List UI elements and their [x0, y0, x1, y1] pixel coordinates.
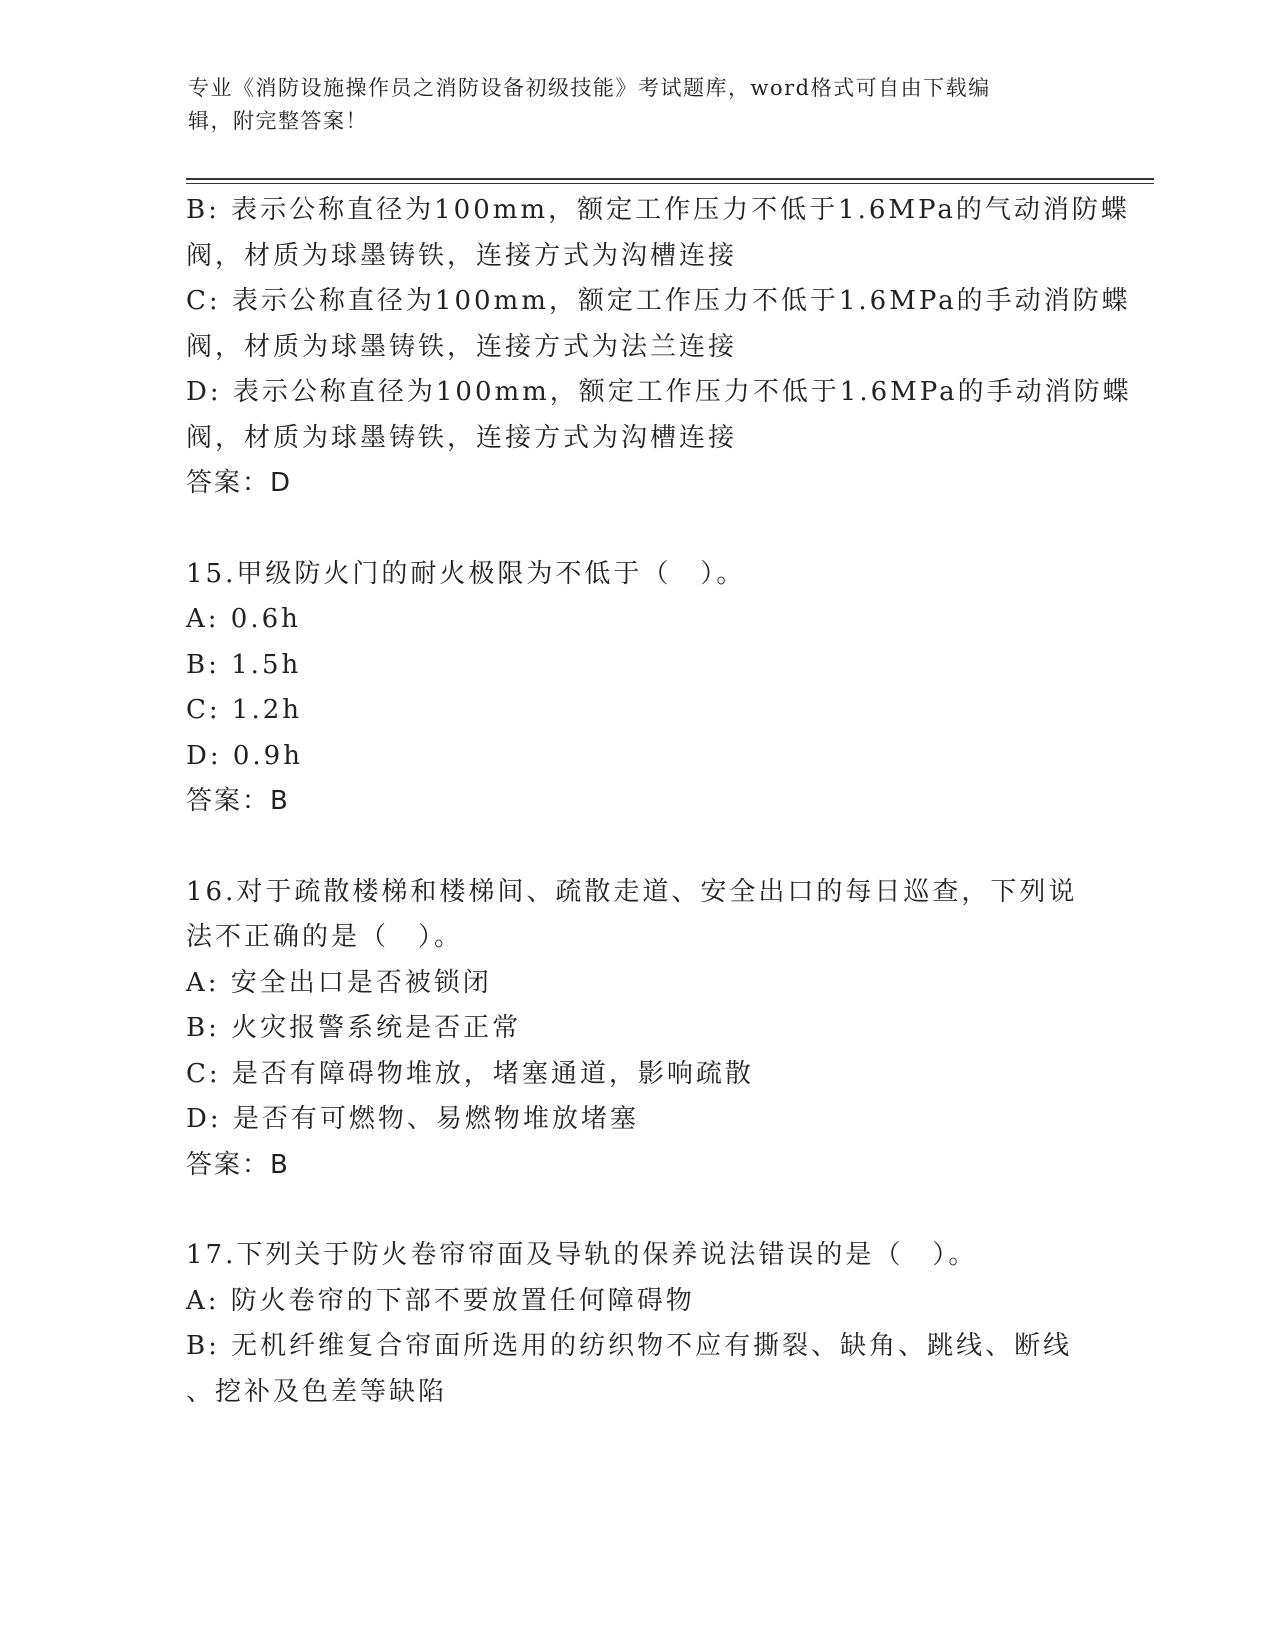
header-divider-thick: [186, 178, 1154, 180]
option-b-line-1: B: 无机纤维复合帘面所选用的纺织物不应有撕裂、缺角、跳线、断线: [186, 1331, 1073, 1361]
answer-16: 答案：B: [186, 1149, 290, 1180]
header-line-1: 专业《消防设施操作员之消防设备初级技能》考试题库，word格式可自由下载编: [188, 76, 991, 100]
option-c-line-2: 阀，材质为球墨铸铁，连接方式为法兰连接: [186, 331, 738, 362]
option-c: C: 1.2h: [186, 695, 303, 725]
option-d: D: 0.9h: [186, 740, 303, 771]
document-header: [188, 72, 1088, 138]
option-b-line-2: 阀，材质为球墨铸铁，连接方式为沟槽连接: [186, 240, 738, 271]
option-a: A: 安全出口是否被锁闭: [186, 967, 492, 998]
question-14-options: [186, 188, 1132, 507]
answer-14: 答案：D: [186, 468, 293, 498]
option-b-line-1: B: 表示公称直径为100mm，额定工作压力不低于1.6MPa的气动消防蝶: [186, 195, 1130, 225]
spacer: [186, 825, 1086, 870]
spacer: [186, 507, 1086, 552]
question-17-text: 17.下列关于防火卷帘帘面及导轨的保养说法错误的是（ ）。: [186, 1240, 978, 1270]
option-a: A: 防火卷帘的下部不要放置任何障碍物: [186, 1285, 695, 1316]
document-body: [186, 188, 1132, 1415]
option-a: A: 0.6h: [186, 604, 301, 634]
question-15-text: 15.甲级防火门的耐火极限为不低于（ ）。: [186, 558, 746, 589]
question-17: [186, 1233, 1086, 1415]
question-16: [186, 870, 1086, 1189]
option-d: D: 是否有可燃物、易燃物堆放堵塞: [186, 1104, 639, 1134]
question-16-text-line-1: 16.对于疏散楼梯和楼梯间、疏散走道、安全出口的每日巡查，下列说: [186, 876, 1078, 907]
option-c: C: 是否有障碍物堆放，堵塞通道，影响疏散: [186, 1058, 754, 1089]
header-divider-thin: [186, 183, 1154, 184]
option-d-line-1: D: 表示公称直径为100mm，额定工作压力不低于1.6MPa的手动消防蝶: [186, 377, 1132, 407]
option-b-line-2: 、挖补及色差等缺陷: [186, 1376, 448, 1407]
option-d-line-2: 阀，材质为球墨铸铁，连接方式为沟槽连接: [186, 422, 738, 453]
header-line-2: 辑，附完整答案！: [188, 109, 368, 133]
option-c-line-1: C: 表示公称直径为100mm，额定工作压力不低于1.6MPa的手动消防蝶: [186, 286, 1131, 316]
question-15: [186, 552, 1086, 825]
spacer: [186, 1188, 1086, 1233]
option-b: B: 1.5h: [186, 649, 302, 680]
question-16-text-line-2: 法不正确的是（ ）。: [186, 922, 464, 952]
answer-15: 答案：B: [186, 786, 290, 816]
option-b: B: 火灾报警系统是否正常: [186, 1013, 522, 1043]
